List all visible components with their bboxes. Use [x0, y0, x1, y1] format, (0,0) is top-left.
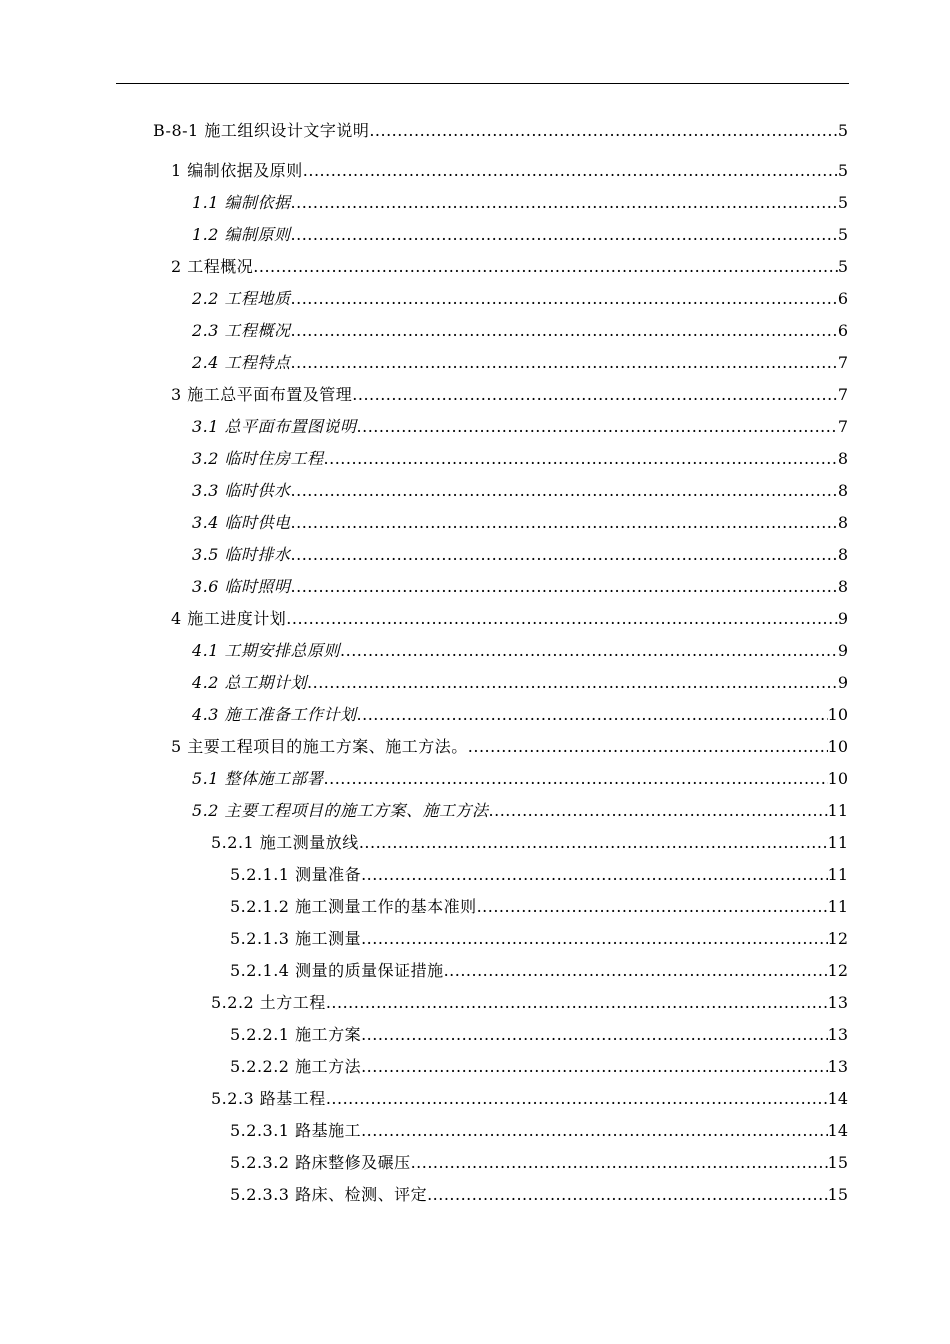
toc-entry[interactable] [192, 796, 848, 826]
toc-entry-title: 5 主要工程项目的施工方案、施工方法。 [171, 737, 468, 756]
toc-entry-title: 5.2.1.4 测量的质量保证措施 [230, 961, 444, 980]
toc-dot-leader [303, 156, 838, 186]
toc-entry[interactable] [171, 732, 848, 762]
toc-entry-page-number: 9 [837, 673, 848, 692]
toc-entry-page-number: 10 [827, 705, 848, 724]
toc-dot-leader [291, 572, 838, 602]
toc-entry-title: 5.2.1.2 施工测量工作的基本准则 [230, 897, 477, 916]
toc-dot-leader [361, 1020, 828, 1050]
toc-entry-page-number: 10 [827, 769, 848, 788]
toc-dot-leader [253, 252, 838, 282]
toc-dot-leader [286, 604, 838, 634]
toc-entry-page-number: 7 [837, 353, 848, 372]
toc-entry-page-number: 13 [827, 1057, 848, 1076]
toc-entry[interactable] [192, 636, 848, 666]
toc-entry-title: 3 施工总平面布置及管理 [171, 385, 353, 404]
toc-entry-page-number: 7 [837, 385, 848, 404]
toc-entry-page-number: 14 [827, 1089, 848, 1108]
toc-entry-page-number: 9 [837, 641, 848, 660]
toc-entry[interactable] [192, 668, 848, 698]
toc-entry-page-number: 11 [827, 897, 848, 916]
toc-dot-leader [307, 668, 838, 698]
toc-dot-leader [340, 636, 838, 666]
toc-entry-title: 4.3 施工准备工作计划 [192, 705, 357, 724]
toc-entry[interactable] [192, 188, 848, 218]
toc-entry-title: 2 工程概况 [171, 257, 254, 276]
toc-entry[interactable] [230, 1020, 848, 1050]
header-rule [116, 83, 849, 84]
toc-entry-page-number: 5 [837, 161, 848, 180]
toc-entry-page-number: 11 [827, 801, 848, 820]
toc-dot-leader [357, 700, 828, 730]
toc-entry-title: 1 编制依据及原则 [171, 161, 303, 180]
toc-entry-title: 4.2 总工期计划 [192, 673, 308, 692]
toc-dot-leader [369, 116, 837, 146]
toc-entry-page-number: 14 [827, 1121, 848, 1140]
toc-entry-title: 5.2.1.1 测量准备 [230, 865, 362, 884]
toc-entry[interactable] [192, 572, 848, 602]
toc-entry[interactable] [230, 1148, 848, 1178]
toc-entry-page-number: 11 [827, 865, 848, 884]
toc-entry-page-number: 5 [837, 121, 848, 140]
toc-dot-leader [359, 828, 828, 858]
toc-entry[interactable] [230, 892, 848, 922]
toc-entry-page-number: 6 [837, 289, 848, 308]
toc-entry-page-number: 15 [827, 1153, 848, 1172]
toc-dot-leader [352, 380, 838, 410]
toc-entry[interactable] [211, 1084, 848, 1114]
toc-entry-title: 5.1 整体施工部署 [192, 769, 324, 788]
toc-entry-title: 5.2.3 路基工程 [211, 1089, 326, 1108]
toc-entry-title: 2.4 工程特点 [192, 353, 291, 372]
toc-entry-title: 3.5 临时排水 [192, 545, 291, 564]
toc-entry[interactable] [230, 956, 848, 986]
toc-entry-page-number: 11 [827, 833, 848, 852]
toc-entry[interactable] [192, 444, 848, 474]
toc-entry-title: 5.2.2 土方工程 [211, 993, 326, 1012]
toc-entry-page-number: 5 [837, 193, 848, 212]
toc-entry[interactable] [211, 988, 848, 1018]
toc-entry[interactable] [192, 316, 848, 346]
toc-entry-page-number: 7 [837, 417, 848, 436]
toc-dot-leader [489, 796, 828, 826]
toc-entry[interactable] [192, 348, 848, 378]
toc-entry-page-number: 8 [837, 545, 848, 564]
toc-dot-leader [291, 540, 838, 570]
toc-dot-leader [324, 444, 838, 474]
toc-entry-page-number: 13 [827, 1025, 848, 1044]
toc-dot-leader [357, 412, 838, 442]
toc-entry-title: 3.6 临时照明 [192, 577, 291, 596]
toc-entry-title: 4 施工进度计划 [171, 609, 287, 628]
toc-dot-leader [326, 988, 828, 1018]
toc-entry[interactable] [192, 508, 848, 538]
toc-entry-page-number: 8 [837, 577, 848, 596]
toc-dot-leader [291, 284, 838, 314]
toc-entry-title: 2.2 工程地质 [192, 289, 291, 308]
toc-entry[interactable] [230, 860, 848, 890]
toc-entry[interactable] [192, 540, 848, 570]
toc-entry[interactable] [192, 476, 848, 506]
toc-entry-title: 1.2 编制原则 [192, 225, 291, 244]
toc-dot-leader [291, 220, 838, 250]
toc-entry-page-number: 8 [837, 513, 848, 532]
toc-entry-title: 1.1 编制依据 [192, 193, 291, 212]
toc-entry-page-number: 8 [837, 449, 848, 468]
toc-dot-leader [291, 316, 838, 346]
toc-dot-leader [324, 764, 828, 794]
toc-dot-leader [468, 732, 828, 762]
toc-entry-title: 5.2.3.2 路床整修及碾压 [230, 1153, 411, 1172]
toc-dot-leader [427, 1180, 828, 1210]
toc-dot-leader [444, 956, 828, 986]
toc-entry[interactable] [153, 116, 848, 146]
toc-entry-page-number: 13 [827, 993, 848, 1012]
toc-entry[interactable] [230, 1052, 848, 1082]
toc-entry[interactable] [192, 284, 848, 314]
toc-entry[interactable] [211, 828, 848, 858]
toc-entry[interactable] [230, 924, 848, 954]
toc-entry-title: 2.3 工程概况 [192, 321, 291, 340]
toc-entry-title: 4.1 工期安排总原则 [192, 641, 341, 660]
toc-entry-title: 3.4 临时供电 [192, 513, 291, 532]
toc-entry[interactable] [192, 220, 848, 250]
toc-dot-leader [361, 1116, 828, 1146]
toc-entry-title: 5.2 主要工程项目的施工方案、施工方法 [192, 801, 489, 820]
toc-entry-title: 3.2 临时住房工程 [192, 449, 324, 468]
toc-entry-title: 3.3 临时供水 [192, 481, 291, 500]
toc-dot-leader [291, 508, 838, 538]
toc-entry-title: 3.1 总平面布置图说明 [192, 417, 357, 436]
toc-entry[interactable] [230, 1180, 848, 1210]
toc-entry[interactable] [230, 1116, 848, 1146]
toc-dot-leader [361, 924, 828, 954]
toc-dot-leader [411, 1148, 828, 1178]
toc-entry-page-number: 5 [837, 257, 848, 276]
toc-entry-title: 5.2.3.3 路床、检测、评定 [230, 1185, 428, 1204]
toc-entry-page-number: 8 [837, 481, 848, 500]
toc-entry[interactable] [171, 380, 848, 410]
toc-dot-leader [291, 348, 838, 378]
toc-entry-page-number: 5 [837, 225, 848, 244]
toc-entry[interactable] [171, 156, 848, 186]
toc-entry-title: 5.2.2.2 施工方法 [230, 1057, 362, 1076]
toc-entry-title: 5.2.2.1 施工方案 [230, 1025, 362, 1044]
toc-entry-page-number: 15 [827, 1185, 848, 1204]
toc-dot-leader [361, 1052, 828, 1082]
toc-entry-page-number: 12 [827, 929, 848, 948]
toc-entry[interactable] [171, 252, 848, 282]
toc-entry[interactable] [192, 700, 848, 730]
toc-dot-leader [291, 188, 838, 218]
toc-entry-page-number: 12 [827, 961, 848, 980]
toc-entry-title: B-8-1 施工组织设计文字说明 [153, 121, 370, 140]
toc-entry-title: 5.2.1 施工测量放线 [211, 833, 359, 852]
toc-entry[interactable] [192, 412, 848, 442]
toc-dot-leader [477, 892, 828, 922]
toc-entry-title: 5.2.3.1 路基施工 [230, 1121, 362, 1140]
toc-entry-title: 5.2.1.3 施工测量 [230, 929, 362, 948]
toc-dot-leader [326, 1084, 828, 1114]
toc-entry[interactable] [192, 764, 848, 794]
toc-dot-leader [361, 860, 828, 890]
toc-entry-page-number: 10 [827, 737, 848, 756]
toc-entry[interactable] [171, 604, 848, 634]
toc-entry-page-number: 6 [837, 321, 848, 340]
toc-dot-leader [291, 476, 838, 506]
toc-entry-page-number: 9 [837, 609, 848, 628]
